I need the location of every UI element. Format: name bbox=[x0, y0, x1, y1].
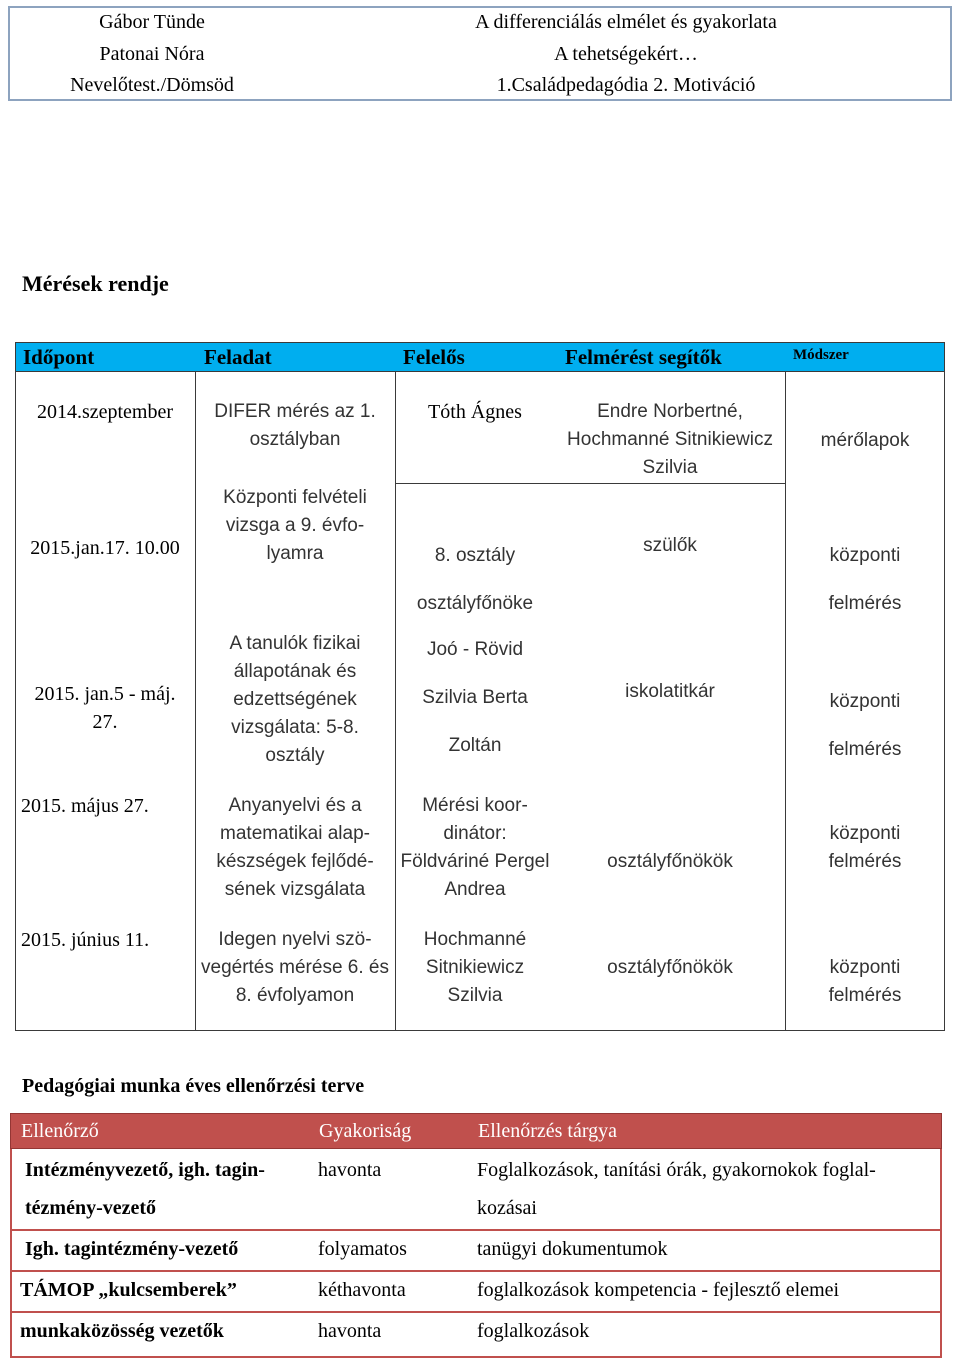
row3-date: 2015. jan.5 - máj. 27. bbox=[34, 683, 176, 733]
eval-row4-freq: havonta bbox=[318, 1320, 382, 1342]
row5-task: Idegen nyelvi szö-vegértés mérése 6. és 8. évfolyamon bbox=[201, 929, 389, 1006]
eval-row3-who: TÁMOP „kulcsemberek” bbox=[20, 1279, 237, 1301]
row1-responsible: Tóth Ágnes bbox=[428, 401, 522, 423]
row2-helpers: szülők bbox=[643, 535, 697, 556]
row5-helpers: osztályfőnökök bbox=[607, 957, 733, 978]
row4-helpers: osztályfőnökök bbox=[607, 851, 733, 872]
topic-2: A tehetségekért… bbox=[554, 43, 698, 65]
eval-row1-who: Intézményvezető, igh. tagin-tézmény-vezető bbox=[25, 1159, 265, 1219]
row5-date: 2015. június 11. bbox=[21, 929, 150, 951]
row4-responsible: Mérési koor-dinátor: Földváriné Pergel Andrea bbox=[400, 795, 550, 900]
col-header-subject: Ellenőrzés tárgya bbox=[478, 1120, 618, 1142]
row2-method: központi felmérés bbox=[828, 545, 902, 614]
row3-task: A tanulók fizikai állapotának és edzettségének vizsgálata: 5-8. osztály bbox=[229, 633, 361, 766]
col-header-frequency: Gyakoriság bbox=[319, 1120, 412, 1142]
evaluation-header-row bbox=[10, 1113, 942, 1149]
row1-helpers: Endre Norbertné, Hochmanné Sitnikiewicz Szilvia bbox=[567, 401, 773, 478]
eval-row1-freq: havonta bbox=[318, 1159, 382, 1181]
schedule-title: Mérések rendje bbox=[22, 271, 169, 296]
row4-date: 2015. május 27. bbox=[21, 795, 149, 817]
row2-responsible: 8. osztály osztályfőnöke bbox=[416, 545, 534, 614]
eval-row3-freq: kéthavonta bbox=[318, 1279, 406, 1301]
topic-3: 1.Családpedagódia 2. Motiváció bbox=[496, 74, 756, 96]
author-2: Patonai Nóra bbox=[99, 43, 205, 65]
document-header bbox=[8, 6, 952, 101]
eval-row3-subject: foglalkozások kompetencia - fejlesztő elemei bbox=[477, 1279, 840, 1301]
row1-date: 2014.szeptember bbox=[36, 401, 174, 423]
schedule-table bbox=[15, 342, 945, 1031]
eval-row4-subject: foglalkozások bbox=[477, 1320, 590, 1342]
institution: Nevelőtest./Dömsöd bbox=[70, 74, 234, 96]
row2-date: 2015.jan.17. 10.00 bbox=[30, 537, 180, 559]
row2-task: Központi felvételi vizsga a 9. évfo-lyamra bbox=[223, 487, 367, 564]
row1-task: DIFER mérés az 1. osztályban bbox=[214, 401, 376, 450]
row3-responsible: Joó - Rövid Szilvia Berta Zoltán bbox=[422, 639, 528, 756]
eval-row2-who: Igh. tagintézmény-vezető bbox=[25, 1238, 239, 1260]
col-header-who: Ellenőrző bbox=[21, 1120, 99, 1142]
row4-method: központi felmérés bbox=[828, 823, 902, 872]
col-header-task: Feladat bbox=[204, 345, 272, 369]
eval-row4-who: munkaközösség vezetők bbox=[20, 1320, 224, 1342]
eval-row1-subject: Foglalkozások, tanítási órák, gyakornokok foglal-kozásai bbox=[477, 1159, 876, 1219]
author-1: Gábor Tünde bbox=[99, 11, 205, 33]
col-header-responsible: Felelős bbox=[403, 345, 465, 369]
col-header-helpers: Felmérést segítők bbox=[565, 345, 722, 369]
topic-1: A differenciálás elmélet és gyakorlata bbox=[475, 11, 777, 33]
row4-task: Anyanyelvi és a matematikai alap-készségek fejlődé-sének vizsgálata bbox=[216, 795, 374, 900]
schedule-header-row bbox=[15, 342, 945, 372]
row5-responsible: Hochmanné Sitnikiewicz Szilvia bbox=[423, 929, 527, 1006]
row5-method: központi felmérés bbox=[828, 957, 902, 1006]
col-header-date: Időpont bbox=[23, 345, 95, 369]
col-header-method: Módszer bbox=[793, 347, 849, 363]
evaluation-table bbox=[10, 1113, 942, 1358]
evaluation-title: Pedagógiai munka éves ellenőrzési terve bbox=[22, 1075, 365, 1097]
row3-helpers: iskolatitkár bbox=[625, 681, 715, 702]
row1-method: mérőlapok bbox=[820, 430, 910, 451]
eval-row2-subject: tanügyi dokumentumok bbox=[477, 1238, 668, 1260]
eval-row2-freq: folyamatos bbox=[318, 1238, 407, 1260]
row3-method: központi felmérés bbox=[828, 691, 902, 760]
